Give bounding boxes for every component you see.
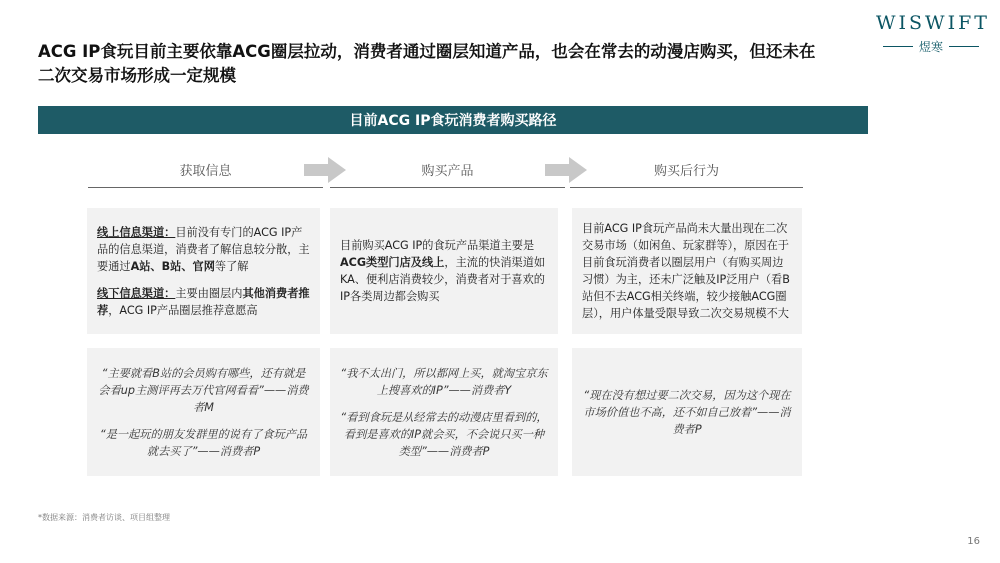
post-purchase-text: 目前ACG IP食玩产品尚未大量出现在二次交易市场（如闲鱼、玩家群等），原因在于目前食玩消费者以圈层用户（有购买周边习惯）为主，还未广泛触及IP泛用户（看B站但不去ACG相关终端，较少接触ACG圈层），用户体量受限导致二次交易规模不大 bbox=[582, 222, 790, 320]
step-underline bbox=[330, 187, 565, 189]
online-channel-text: 目前没有专门的ACG IP产品的信息渠道，消费者了解信息较分散，主要通过 bbox=[97, 225, 310, 273]
post-purchase-quote-card bbox=[572, 348, 802, 476]
logo-subline bbox=[876, 38, 986, 55]
purchase-text-end: ，主流的快消渠道如KA、便利店消费较少，消费者对于喜欢的IP各类周边都会购买 bbox=[340, 256, 546, 303]
title-line-2: 二次交易市场形成一定规模 bbox=[38, 66, 236, 85]
logo-divider-right bbox=[949, 46, 979, 47]
step-post-purchase bbox=[570, 160, 803, 188]
online-channel-text-end: 等了解 bbox=[214, 259, 249, 273]
step-label: 购买后行为 bbox=[653, 164, 719, 179]
step-underline bbox=[88, 187, 323, 189]
step-purchase bbox=[330, 160, 565, 188]
info-channel-card bbox=[87, 208, 320, 334]
offline-channel-highlight: 其他消费者推荐 bbox=[97, 286, 310, 317]
consumer-quote: “我不太出门，所以都网上买，就淘宝京东上搜喜欢的IP”——消费者Y bbox=[340, 366, 548, 397]
logo-divider-left bbox=[883, 46, 913, 47]
consumer-quote: “主要就看B站的会员购有哪些，还有就是会看up主测评再去万代官网看看”——消费者M bbox=[98, 366, 309, 414]
brand-logo bbox=[876, 12, 990, 55]
step-label: 购买产品 bbox=[421, 164, 474, 179]
step-underline bbox=[570, 187, 803, 189]
step-label: 获取信息 bbox=[179, 164, 232, 179]
online-channel-highlight: A站、B站、官网 bbox=[130, 259, 215, 273]
purchase-channel-card bbox=[330, 208, 558, 334]
consumer-quote: “看到食玩是从经常去的动漫店里看到的，看到是喜欢的IP就会买，不会说只买一种类型”——消费者P bbox=[340, 410, 548, 458]
purchase-highlight: ACG类型门店及线上 bbox=[340, 256, 445, 269]
logo-text: WISWIFT bbox=[876, 12, 990, 34]
consumer-quote: “现在没有想过要二次交易，因为这个现在市场价值也不高，还不如自己放着”——消费者P bbox=[583, 388, 791, 436]
data-source-note: *数据来源：消费者访谈、项目组整理 bbox=[38, 513, 170, 522]
consumer-quote: “是一起玩的朋友发群里的说有了食玩产品就去买了”——消费者P bbox=[99, 427, 308, 458]
purchase-text: 目前购买ACG IP的食玩产品渠道主要是 bbox=[340, 239, 535, 252]
offline-channel-text: 主要由圈层内 bbox=[175, 286, 243, 300]
info-quote-card bbox=[87, 348, 320, 476]
offline-channel-label: 线下信息渠道： bbox=[97, 286, 176, 300]
title-line-1: ACG IP食玩目前主要依靠ACG圈层拉动，消费者通过圈层知道产品，也会在常去的动漫店购买，但还未在 bbox=[38, 42, 816, 61]
post-purchase-card bbox=[572, 208, 802, 334]
purchase-quote-card bbox=[330, 348, 558, 476]
logo-chinese: 煜寒 bbox=[918, 40, 943, 54]
section-banner: 目前ACG IP食玩消费者购买路径 bbox=[38, 106, 868, 134]
offline-channel-text-end: ，ACG IP产品圈层推荐意愿高 bbox=[108, 303, 258, 317]
step-get-info bbox=[88, 160, 323, 188]
page-title bbox=[38, 40, 838, 88]
online-channel-label: 线上信息渠道： bbox=[97, 225, 176, 239]
page-number: 16 bbox=[967, 536, 980, 547]
